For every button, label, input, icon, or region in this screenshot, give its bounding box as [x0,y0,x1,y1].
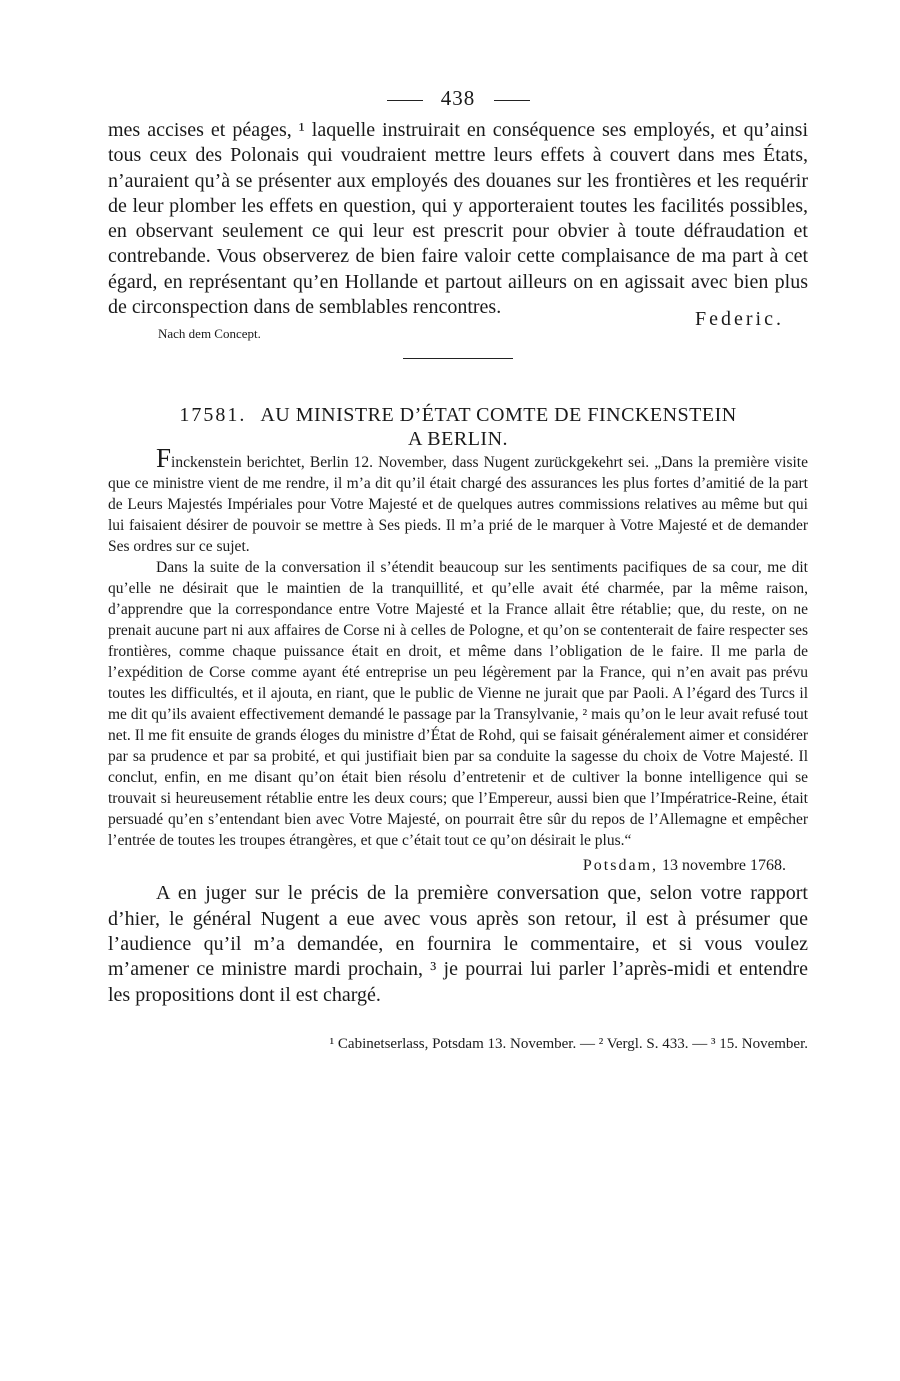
dateline [108,857,786,875]
dateline-place: Potsdam, [582,857,659,875]
summary-initial: F [156,443,172,474]
document-title-line2: A BERLIN. [407,428,509,451]
reply-paragraph: A en juger sur le précis de la première conversation que, selon votre rapport d’hier, le général Nugent a eue avec vous après son retour, il est à présumer que l’audience qu’il m’a demandée, en fournira le commentaire, et si vous voulez m’amener ce ministre mardi prochain, ³ je pourrai lui parler l’après-midi et entendre les propositions dont il est chargé. [108,882,808,1006]
summary-text: inckenstein berichtet, Berlin 12. November, dass Nugent zurückgekehrt sei. „Dans la première visite que ce ministre vient de me rendre, il m’a dit qu’il était chargé des assurances les plus fortes d’amitié de la part de Leurs Majestés Impériales pour Votre Majesté et de quelques autres commissions relatives au même but qui lui faisaient désirer de pouvoir se mettre à Ses pieds. Il m’a prié de le marquer à Votre Majesté et de demander Ses ordres sur ce sujet. [108,454,808,556]
header-dash-right [494,100,530,101]
document-title-line1: AU MINISTRE D’ÉTAT COMTE DE FINCKENSTEIN [260,404,737,427]
summary-paragraph [108,443,808,557]
document-heading [108,403,808,451]
signature: Federic. [695,308,784,331]
source-note: Nach dem Concept. [158,326,261,342]
dateline-date: 13 novembre 1768. [662,857,786,875]
letter-continuation: mes accises et péages, ¹ laquelle instruirait en conséquence ses employés, et qu’ainsi tous ceux des Polonais qui voudraient mettre leurs effets à couvert dans mes États, n’auraient qu’à se présenter aux employés des douanes sur les frontières et les requérir de leur plomber les effets en question, qui y apporteraient toutes les facilités possibles, en observant seulement ce qui leur est prescrit pour obvier à toute défraudation et contrebande. Vous observerez de bien faire valoir cette complaisance de ma part à cet égard, en représentant qu’en Hollande et partout ailleurs on en agissait avec bien plus de circonspection dans de semblables rencontres. [108,119,808,319]
signature-row [108,308,808,350]
footnotes: ¹ Cabinetserlass, Potsdam 13. November. — ² Vergl. S. 433. — ³ 15. November. [329,1035,808,1052]
report-paragraph: Dans la suite de la conversation il s’étendit beaucoup sur les sentiments pacifiques de sa cour, me dit qu’elle ne désirait que le maintien de la tranquillité, et qu’elle avait été charmée, par la même raison, d’apprendre que la correspondance entre Votre Majesté et la France allait être rétablie; que, du reste, on ne prenait aucune part ni aux affaires de Corse ni à celles de Pologne, et qu’on se contenterait de faire respecter ses frontières, comme chaque puissance était en droit, et même dans l’obligation de le faire. Il me parla de l’expédition de Corse comme ayant été entreprise un peu légèrement par la France, qui n’en avait pas prévu toutes les difficultés, et il ajouta, en riant, que le public de Vienne ne jurait que par Paoli. A l’égard des Turcs il me dit qu’ils avaient effectivement demandé le passage par la Transylvanie, ² mais qu’on le leur avait refusé tout net. Il me fit ensuite de grands éloges du ministre d’État de Rohd, qui se faisait généralement aimer et considérer par sa prudence et par sa probité, et qui justifiait bien par sa conduite la sagesse du choix de Votre Majesté. Il conclut, enfin, en me disant qu’on était bien résolu d’entretenir et de cultiver la bonne intelligence qui se trouvait si heureusement rétablie entre les deux cours; que l’Empereur, aussi bien que l’Impératrice-Reine, était persuadé qu’en s’entendant bien avec Votre Majesté, on pourrait être sûr du repos de l’Allemagne et empêcher l’entrée de toutes les troupes étrangères, et que c’était tout ce qu’on désirait le plus.“ [108,559,808,850]
header-dash-left [387,100,423,101]
document-page [108,78,808,1054]
page-number: 438 [440,86,476,110]
page-header [108,78,808,118]
document-number: 17581. [179,404,247,427]
section-divider [403,358,513,359]
